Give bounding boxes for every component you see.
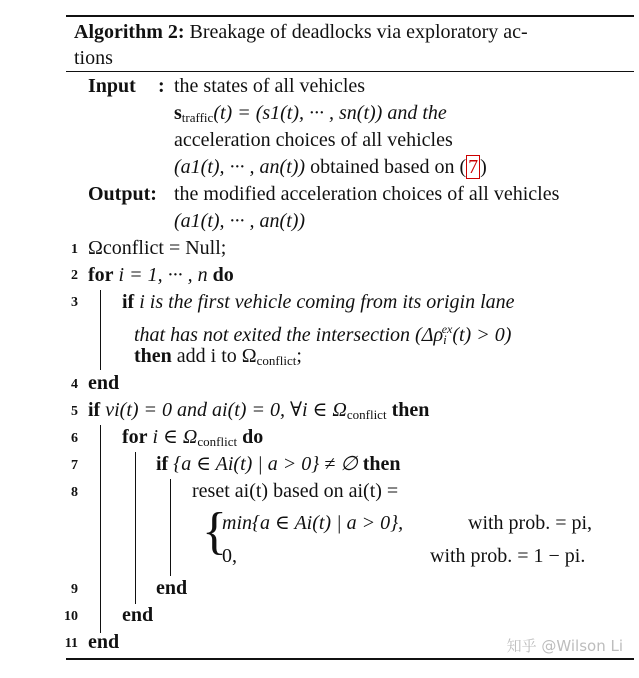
block-bar <box>100 290 101 370</box>
keyword-then: then <box>391 399 430 421</box>
block-bar <box>170 479 171 576</box>
citation-link[interactable]: 7 <box>468 156 479 178</box>
block-bar <box>100 425 101 633</box>
condition-text-cont: that has not exited the intersection (Δρ <box>134 324 444 346</box>
algorithm-title-line1: Breakage of deadlocks via exploratory ac- <box>189 21 528 43</box>
keyword-do: do <box>242 426 264 448</box>
input-line3: acceleration choices of all vehicles <box>174 129 453 151</box>
loop-range: i = 1, ··· , n <box>118 264 208 286</box>
line-number: 9 <box>71 582 78 597</box>
line-number: 1 <box>71 242 78 257</box>
line-number: 11 <box>64 636 78 651</box>
input-line4-close: ) <box>480 156 487 178</box>
condition-text: i is the first vehicle coming from its origin lane <box>139 291 515 313</box>
input-line4 <box>174 154 487 180</box>
statement-end: ; <box>296 345 302 367</box>
input-colon: : <box>158 75 165 97</box>
input-line1: the states of all vehicles <box>174 75 366 97</box>
line-8: reset ai(t) based on ai(t) = <box>192 480 399 502</box>
line-number: 5 <box>71 404 78 419</box>
algorithm-title <box>74 19 528 45</box>
block-bar <box>135 452 136 604</box>
case-2-value: 0, <box>222 545 237 567</box>
rho-superscript: ex <box>441 322 453 336</box>
input-line4-text: obtained based on ( <box>305 156 467 178</box>
line-2 <box>88 262 234 288</box>
keyword-then: then <box>362 453 401 475</box>
keyword-do: do <box>212 264 234 286</box>
line-number: 2 <box>71 268 78 283</box>
line-number: 6 <box>71 431 78 446</box>
algorithm-title-line2: tions <box>74 47 113 69</box>
omega-subscript: conflict <box>197 434 238 449</box>
keyword-if: if <box>88 399 101 421</box>
input-label: Input <box>88 75 136 97</box>
algorithm-label: Algorithm 2: <box>74 21 185 43</box>
line-10: end <box>122 604 154 626</box>
case-1-value: min{a ∈ Ai(t) | a > 0}, <box>222 512 404 534</box>
case-1-prob: with prob. = pi, <box>468 512 593 534</box>
keyword-then: then <box>134 345 172 367</box>
case-2-prob: with prob. = 1 − pi. <box>430 545 586 567</box>
s-traffic-subscript: traffic <box>181 110 214 125</box>
line-1: Ωconflict = Null; <box>88 237 227 259</box>
omega-subscript: conflict <box>346 407 387 422</box>
condition-math: vi(t) = 0 and ai(t) = 0, ∀i ∈ Ω <box>105 399 347 421</box>
watermark: 知乎 @Wilson Li <box>506 637 623 655</box>
header-rule <box>66 71 634 72</box>
keyword-for: for <box>88 264 114 286</box>
s-traffic-symbol: s <box>174 102 182 124</box>
bottom-rule <box>66 658 634 660</box>
line-number: 7 <box>71 458 78 473</box>
cases-brace: { <box>202 503 227 560</box>
add-text: add i to Ω <box>176 345 257 367</box>
line-3c <box>134 343 302 374</box>
keyword-if: if <box>122 291 135 313</box>
line-number: 10 <box>64 609 78 624</box>
keyword-for: for <box>122 426 148 448</box>
output-line2: (a1(t), ··· , an(t)) <box>174 210 306 232</box>
line-3 <box>122 289 515 315</box>
s-traffic-rest: (t) = (s1(t), ··· , sn(t)) and the <box>213 102 447 124</box>
output-line1: the modified acceleration choices of all vehicles <box>174 183 560 205</box>
top-rule <box>66 15 634 17</box>
keyword-if: if <box>156 453 169 475</box>
acceleration-tuple: (a1(t), ··· , an(t)) <box>174 156 306 178</box>
line-number: 8 <box>71 485 78 500</box>
line-4: end <box>88 372 120 394</box>
line-9: end <box>156 577 188 599</box>
omega-subscript: conflict <box>256 353 297 368</box>
line-7 <box>156 451 401 477</box>
condition-end: (t) > 0) <box>452 324 512 346</box>
rho-subscript: i <box>443 332 447 347</box>
output-label: Output: <box>88 183 157 205</box>
condition-math: {a ∈ Ai(t) | a > 0} ≠ ∅ <box>173 453 358 475</box>
line-11: end <box>88 631 120 653</box>
line-number: 3 <box>71 295 78 310</box>
loop-set: i ∈ Ω <box>152 426 198 448</box>
line-number: 4 <box>71 377 78 392</box>
